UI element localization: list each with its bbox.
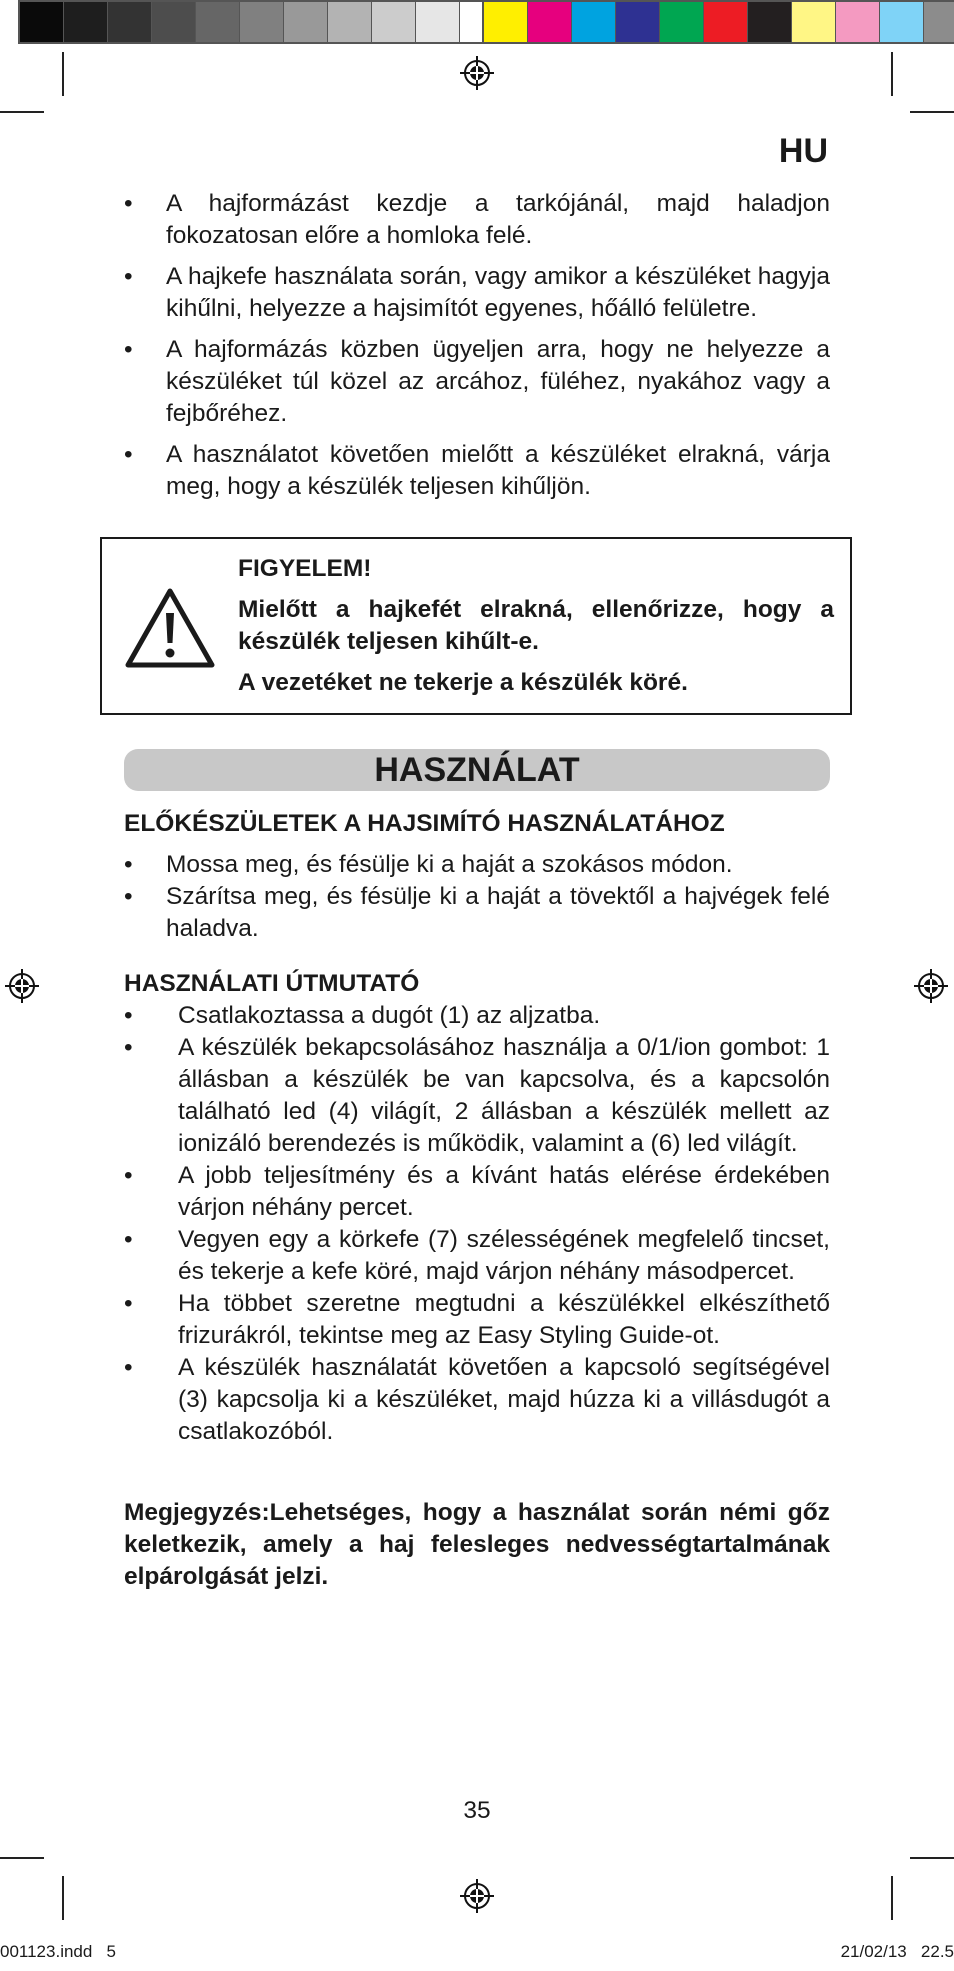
process-color-bar [482,0,954,44]
gray-swatch-3 [108,2,152,42]
gray-swatch-10 [416,2,460,42]
grayscale-color-bar [18,0,506,44]
list-item: • A használatot követően mielőtt a készüléket elrakná, várja meg, hogy a készülék teljesen kihűljön. [124,441,830,500]
list-item: • Szárítsa meg, és fésülje ki a haját a tövektől a hajvégek felé haladva. [124,883,830,942]
page-number: 35 [463,1797,491,1824]
slug-date-time: 21/02/13 22.5 [840,1942,954,1961]
crop-mark-right-top [910,111,954,113]
gray-swatch-6 [240,2,284,42]
list-item: • Ha többet szeretne megtudni a készülékkel elkészíthető frizurákról, tekintse meg az Easy Styling Guide-ot. [124,1290,830,1349]
process-swatch-6 [704,2,748,42]
gray-swatch-1 [20,2,64,42]
registration-mark-right-icon [914,969,948,1003]
language-code: HU [778,132,828,170]
process-swatch-4 [616,2,660,42]
warning-line: A vezetéket ne tekerje a készülék köré. [238,669,688,696]
preparation-heading: ELŐKÉSZÜLETEK A HAJSIMÍTÓ HASZNÁLATÁHOZ [124,810,725,837]
list-item: • Vegyen egy a körkefe (7) szélességének megfelelő tincset, és tekerje a kefe köré, majd várjon néhány másodpercet. [124,1226,830,1285]
registration-mark-left-icon [5,969,39,1003]
process-swatch-1 [484,2,528,42]
process-swatch-3 [572,2,616,42]
warning-box [100,537,852,715]
gray-swatch-7 [284,2,328,42]
slug-file-name: 001123.indd 5 [0,1942,116,1961]
preparation-list [124,849,830,945]
registration-mark-top-icon [460,56,494,90]
gray-swatch-9 [372,2,416,42]
list-item: • Csatlakoztassa a dugót (1) az aljzatba. [124,1002,601,1029]
process-swatch-7 [748,2,792,42]
process-swatch-5 [660,2,704,42]
list-item: • A készülék bekapcsolásához használja a 0/1/ion gombot: 1 állásban a készülék be van kapcsolva, és a kapcsolón található led (4) világít, 2 állásban a készülék mellett az ionizáló berendezés is működik, valamint a (6) led világít. [124,1034,830,1157]
crop-mark-left-top [0,111,44,113]
gray-swatch-4 [152,2,196,42]
registration-mark-bottom-icon [460,1879,494,1913]
warning-line: Mielőtt a hajkefét elrakná, ellenőrizze, hogy a készülék teljesen kihűlt-e. [238,596,834,655]
list-item: • A hajformázás közben ügyeljen arra, hogy ne helyezze a készüléket túl közel az arcához, füléhez, nyakához vagy a fejbőréhez. [124,336,830,427]
list-item: • Mossa meg, és fésülje ki a haját a szokásos módon. [124,851,733,878]
gray-swatch-5 [196,2,240,42]
instructions-heading: HASZNÁLATI ÚTMUTATÓ [124,970,420,997]
crop-mark-top-right [891,52,893,96]
process-swatch-11 [924,2,954,42]
list-item: • A készülék használatát követően a kapcsoló segítségével (3) kapcsolja ki a készüléket, majd húzza ki a villásdugót a csatlakozóból. [124,1354,830,1445]
note-paragraph: Megjegyzés:Lehetséges, hogy a használat során némi gőz keletkezik, amely a haj felesleges nedvességtartalmának elpárolgását jelzi. [124,1499,830,1590]
process-swatch-8 [792,2,836,42]
crop-mark-left-bottom [0,1857,44,1859]
list-item: • A hajformázást kezdje a tarkójánál, majd haladjon fokozatosan előre a homloka felé. [124,190,830,249]
process-swatch-2 [528,2,572,42]
warning-title: FIGYELEM! [238,555,372,582]
instructions-list [124,1000,830,1448]
process-swatch-9 [836,2,880,42]
crop-mark-top-left [62,52,64,96]
list-item: • A jobb teljesítmény és a kívánt hatás elérése érdekében várjon néhány percet. [124,1162,830,1221]
warning-triangle-icon [122,585,218,671]
list-item: • A hajkefe használata során, vagy amikor a készüléket hagyja kihűlni, helyezze a hajsimítót egyenes, hőálló felületre. [124,263,830,322]
gray-swatch-2 [64,2,108,42]
intro-bullet-list [124,188,830,512]
gray-swatch-8 [328,2,372,42]
section-title: HASZNÁLAT [124,749,830,791]
crop-mark-bottom-left [62,1876,64,1920]
crop-mark-right-bottom [910,1857,954,1859]
process-swatch-10 [880,2,924,42]
crop-mark-bottom-right [891,1876,893,1920]
